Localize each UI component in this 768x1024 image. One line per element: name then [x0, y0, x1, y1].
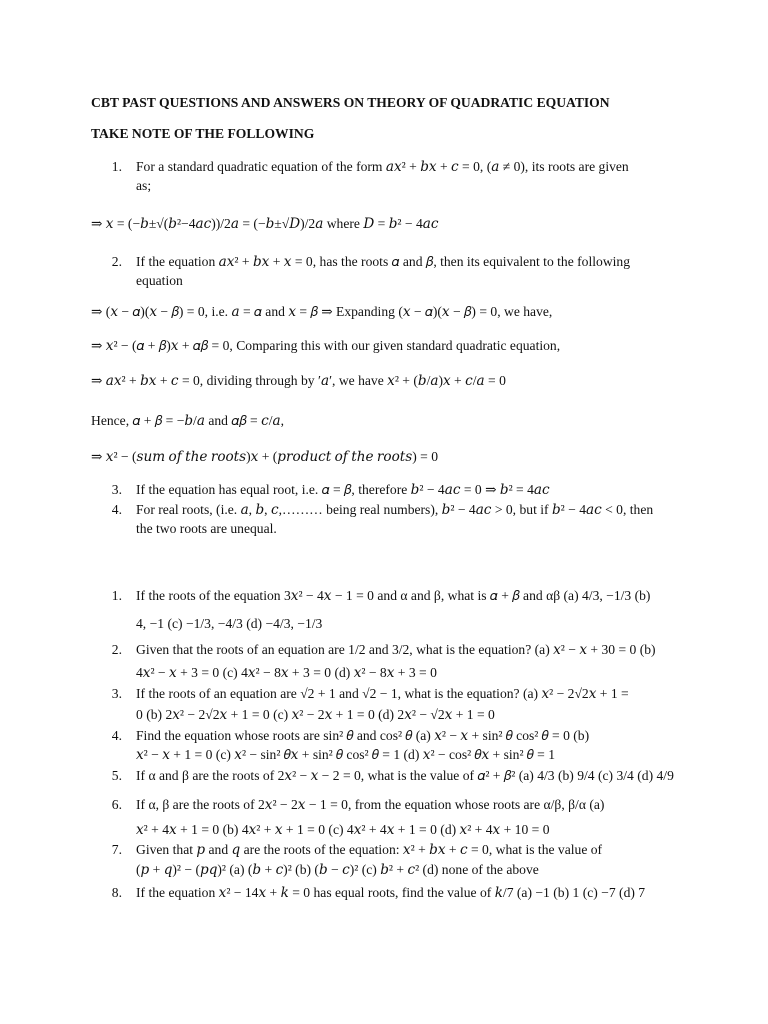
question-text-line: Given that 𝑝 and 𝑞 are the roots of the equation: 𝑥² + 𝑏𝑥 + 𝑐 = 0, what is the value of: [136, 842, 603, 857]
section-heading: TAKE NOTE OF THE FOLLOWING: [91, 126, 315, 141]
note-text-line: For a standard quadratic equation of the form 𝑎𝑥² + 𝑏𝑥 + 𝑐 = 0, (𝑎 ≠ 0), its roots are given: [136, 159, 629, 174]
note-number: 2.: [111, 254, 122, 269]
document-title: CBT PAST QUESTIONS AND ANSWERS ON THEORY OF QUADRATIC EQUATION: [91, 95, 610, 110]
question-number: 2.: [111, 642, 122, 657]
question-text-line: Given that the roots of an equation are 1/2 and 3/2, what is the equation? (a) 𝑥² − 𝑥 + 30 = 0 (b): [136, 642, 656, 657]
question-number: 6.: [111, 797, 122, 812]
note-text-line: For real roots, (i.e. 𝑎, 𝑏, 𝑐,……… being real numbers), 𝑏² − 4𝑎𝑐 > 0, but if 𝑏² − 4𝑎𝑐 < 0, then: [136, 502, 654, 517]
note-number: 1.: [111, 159, 122, 174]
derivation-line: ⇒ 𝑥² − (𝛼 + 𝛽)𝑥 + 𝛼𝛽 = 0, Comparing this with our given standard quadratic equation,: [91, 338, 561, 353]
question-text-line: If the roots of an equation are √2 + 1 and √2 − 1, what is the equation? (a) 𝑥² − 2√2𝑥 + 1 =: [136, 686, 629, 701]
question-text-line: If α and β are the roots of 2𝑥² − 𝑥 − 2 = 0, what is the value of 𝛼² + 𝛽² (a) 4/3 (b) 9/4 (c) 3/4 (d) 4/9: [136, 768, 674, 783]
derivation-line: ⇒ 𝑥 = (−𝑏±√(𝑏²−4𝑎𝑐))/2𝑎 = (−𝑏±√𝐷)/2𝑎 where 𝐷 = 𝑏² − 4𝑎𝑐: [91, 216, 439, 231]
question-text-line: 4, −1 (c) −1/3, −4/3 (d) −4/3, −1/3: [136, 616, 323, 631]
question-text-line: 0 (b) 2𝑥² − 2√2𝑥 + 1 = 0 (c) 𝑥² − 2𝑥 + 1 = 0 (d) 2𝑥² − √2𝑥 + 1 = 0: [136, 707, 495, 722]
question-text-line: 𝑥² − 𝑥 + 1 = 0 (c) 𝑥² − sin² 𝜃𝑥 + sin² 𝜃 cos² 𝜃 = 1 (d) 𝑥² − cos² 𝜃𝑥 + sin² 𝜃 = 1: [136, 747, 556, 762]
question-text-line: 4𝑥² − 𝑥 + 3 = 0 (c) 4𝑥² − 8𝑥 + 3 = 0 (d) 𝑥² − 8𝑥 + 3 = 0: [136, 665, 437, 680]
derivation-line: ⇒ 𝑎𝑥² + 𝑏𝑥 + 𝑐 = 0, dividing through by ′𝑎′, we have 𝑥² + (𝑏/𝑎)𝑥 + 𝑐/𝑎 = 0: [91, 373, 506, 388]
question-number: 1.: [111, 588, 122, 603]
question-text-line: Find the equation whose roots are sin² 𝜃 and cos² 𝜃 (a) 𝑥² − 𝑥 + sin² 𝜃 cos² 𝜃 = 0 (b): [136, 728, 590, 743]
derivation-line: ⇒ (𝑥 − 𝛼)(𝑥 − 𝛽) = 0, i.e. 𝑎 = 𝛼 and 𝑥 = 𝛽 ⇒ Expanding (𝑥 − 𝛼)(𝑥 − 𝛽) = 0, we have,: [91, 304, 553, 319]
note-number: 3.: [111, 482, 122, 497]
note-text-line: If the equation 𝑎𝑥² + 𝑏𝑥 + 𝑥 = 0, has the roots 𝛼 and 𝛽, then its equivalent to the following: [136, 254, 631, 269]
question-text-line: If α, β are the roots of 2𝑥² − 2𝑥 − 1 = 0, from the equation whose roots are α/β, β/α (a): [136, 797, 605, 812]
derivation-line: ⇒ 𝑥² − (𝑠𝑢𝑚 𝑜𝑓 𝑡ℎ𝑒 𝑟𝑜𝑜𝑡𝑠)𝑥 + (𝑝𝑟𝑜𝑑𝑢𝑐𝑡 𝑜𝑓 𝑡ℎ𝑒 𝑟𝑜𝑜𝑡𝑠) = 0: [91, 449, 438, 464]
note-text-line: If the equation has equal root, i.e. 𝛼 = 𝛽, therefore 𝑏² − 4𝑎𝑐 = 0 ⇒ 𝑏² = 4𝑎𝑐: [136, 482, 550, 497]
question-text-line: If the roots of the equation 3𝑥² − 4𝑥 − 1 = 0 and α and β, what is 𝛼 + 𝛽 and αβ (a) 4/3, −1/3 (b): [136, 588, 651, 603]
derivation-line: Hence, 𝛼 + 𝛽 = −𝑏/𝑎 and 𝛼𝛽 = 𝑐/𝑎,: [91, 413, 284, 428]
question-number: 5.: [111, 768, 122, 783]
question-number: 4.: [111, 728, 122, 743]
question-text-line: (𝑝 + 𝑞)² − (𝑝𝑞)² (a) (𝑏 + 𝑐)² (b) (𝑏 − 𝑐)² (c) 𝑏² + 𝑐² (d) none of the above: [136, 862, 539, 877]
question-number: 8.: [111, 885, 122, 900]
note-text-line: equation: [136, 273, 183, 288]
note-text-line: the two roots are unequal.: [136, 521, 277, 536]
question-number: 3.: [111, 686, 122, 701]
question-number: 7.: [111, 842, 122, 857]
question-text-line: If the equation 𝑥² − 14𝑥 + 𝑘 = 0 has equal roots, find the value of 𝑘/7 (a) −1 (b) 1 (c) −7 (d) 7: [136, 885, 646, 900]
question-text-line: 𝑥² + 4𝑥 + 1 = 0 (b) 4𝑥² + 𝑥 + 1 = 0 (c) 4𝑥² + 4𝑥 + 1 = 0 (d) 𝑥² + 4𝑥 + 10 = 0: [136, 822, 550, 837]
note-number: 4.: [111, 502, 122, 517]
note-text-line: as;: [136, 178, 152, 193]
